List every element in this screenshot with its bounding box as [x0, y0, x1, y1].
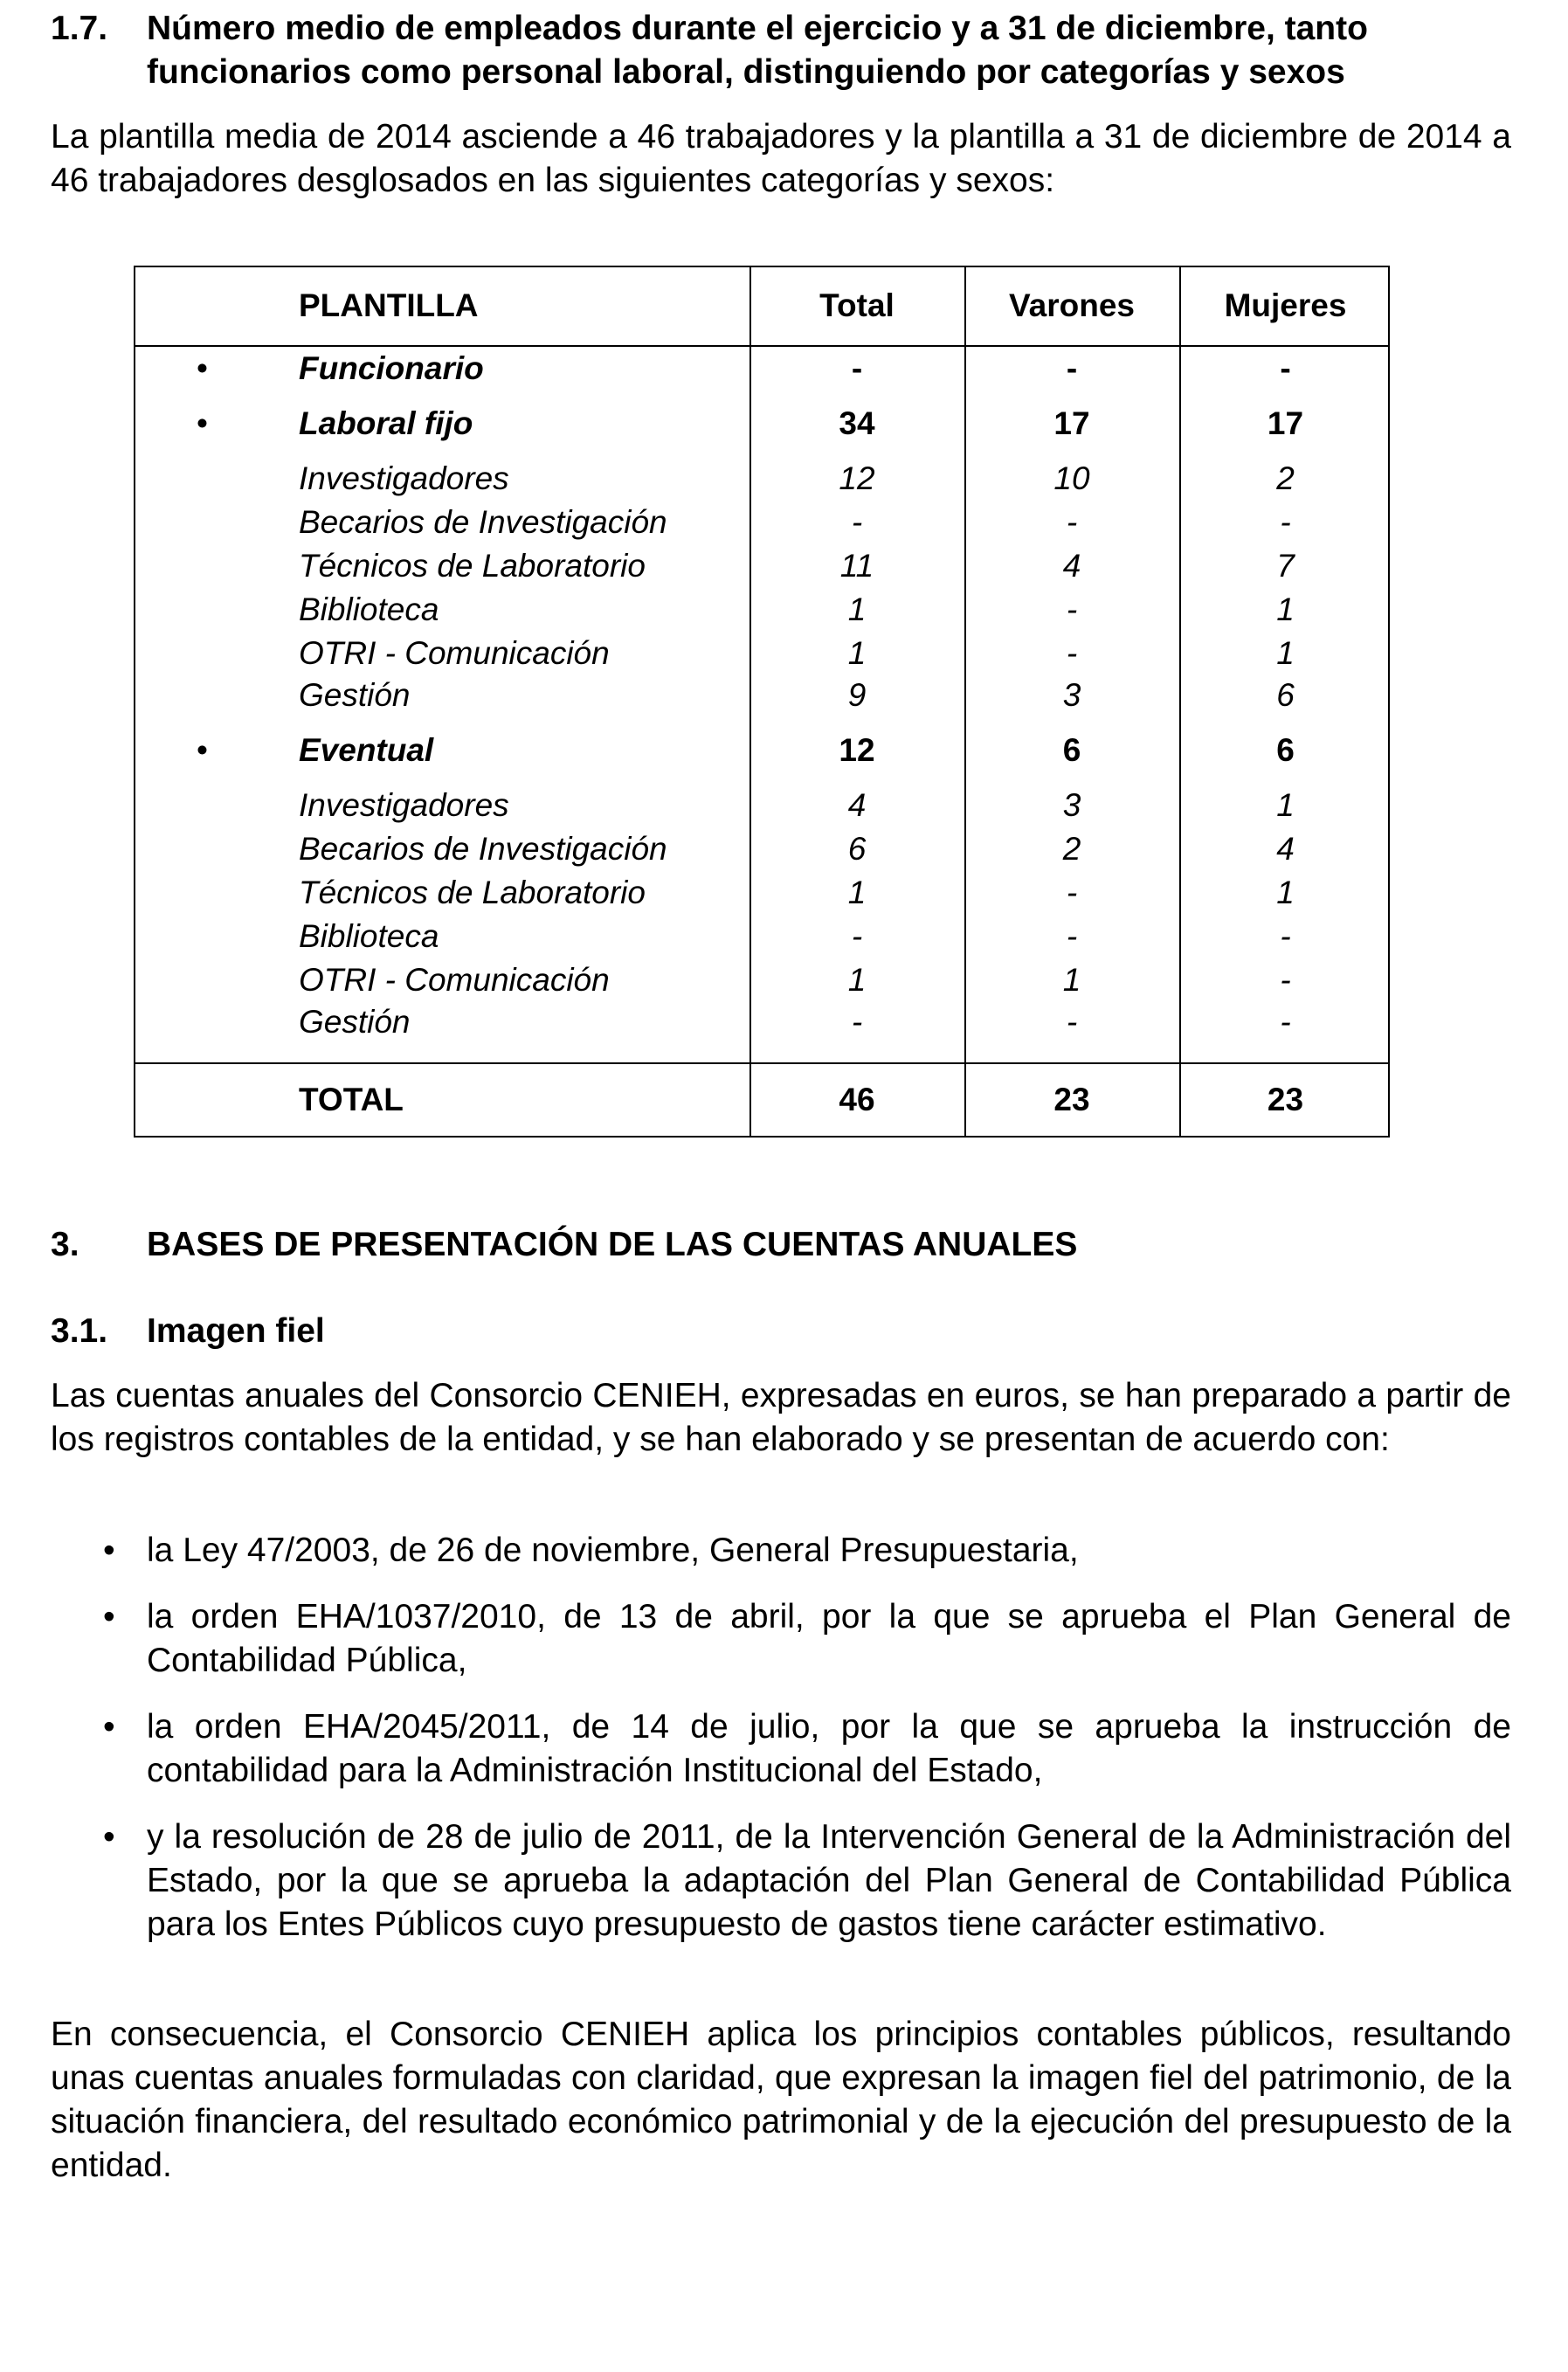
header-total: Total	[819, 287, 895, 323]
conclusion-paragraph: En consecuencia, el Consorcio CENIEH aplica los principios contables públicos, resultando unas cuentas anuales formuladas con claridad, que expresan la imagen fiel del patrimonio, de la situación financiera, del resultado económico patrimonial y de la ejecución del presupuesto de la entidad.	[51, 2016, 1511, 2184]
staff-table	[134, 266, 1390, 1138]
row-varones: -	[1066, 875, 1078, 910]
total-row-label: TOTAL	[299, 1082, 404, 1117]
row-label: Gestión	[299, 677, 411, 713]
row-varones: 1	[1062, 962, 1081, 998]
row-label: Becarios de Investigación	[299, 831, 667, 867]
list-item-text: la Ley 47/2003, de 26 de noviembre, General Presupuestaria,	[147, 1532, 1079, 1569]
section-title: Imagen fiel	[147, 1312, 325, 1350]
row-varones: 4	[1062, 548, 1081, 584]
row-bullet: •	[197, 405, 208, 441]
imagen-fiel-intro: Las cuentas anuales del Consorcio CENIEH, expresadas en euros, se han preparado a partir de los registros contables de la entidad, y se han elaborado y se presentan de acuerdo con:	[51, 1377, 1511, 1458]
row-total: 4	[847, 787, 867, 823]
row-varones: -	[1066, 918, 1078, 954]
row-varones: 10	[1053, 460, 1090, 496]
intro-paragraph: La plantilla media de 2014 asciende a 46 trabajadores y la plantilla a 31 de diciembre de 2014 a 46 trabajadores desglosados en las siguientes categorías y sexos:	[51, 118, 1511, 199]
section-title-line-2: funcionarios como personal laboral, distinguiendo por categorías y sexos	[147, 53, 1345, 91]
row-mujeres: -	[1280, 918, 1291, 954]
row-label: Técnicos de Laboratorio	[299, 875, 646, 910]
row-mujeres: 1	[1276, 635, 1295, 671]
row-mujeres: 1	[1276, 591, 1295, 627]
row-mujeres: 1	[1276, 875, 1295, 910]
total-row-total: 46	[839, 1082, 875, 1117]
row-mujeres: -	[1280, 350, 1291, 386]
row-mujeres: -	[1280, 1004, 1291, 1040]
row-mujeres: 4	[1276, 831, 1295, 867]
row-total: -	[851, 504, 863, 540]
section-number: 3.1.	[51, 1312, 108, 1350]
row-total: 11	[839, 548, 874, 584]
row-varones: 3	[1062, 787, 1081, 823]
section-number: 1.7.	[51, 10, 108, 47]
row-total: 1	[847, 962, 867, 998]
list-item-text: la orden EHA/2045/2011, de 14 de julio, por la que se aprueba la instrucción de contabilidad para la Administración Institucional del Estado,	[147, 1708, 1511, 1789]
row-mujeres: -	[1280, 504, 1291, 540]
row-total: 6	[847, 831, 867, 867]
row-label: Gestión	[299, 1004, 411, 1040]
row-label: Funcionario	[299, 350, 484, 386]
row-mujeres: -	[1280, 962, 1291, 998]
header-mujeres: Mujeres	[1224, 287, 1347, 323]
row-label: OTRI - Comunicación	[299, 962, 610, 998]
row-label: Biblioteca	[299, 918, 439, 954]
row-varones: -	[1066, 635, 1078, 671]
row-varones: 2	[1062, 831, 1081, 867]
row-total: 12	[839, 732, 875, 768]
list-item-text: y la resolución de 28 de julio de 2011, de la Intervención General de la Administración del Estado, por la que se aprueba la adaptación del Plan General de Contabilidad Pública para los Entes Públicos cuyo presupuesto de gastos tiene carácter estimativo.	[147, 1818, 1511, 1943]
bullet-symbol: •	[103, 1708, 115, 1746]
section-number: 3.	[51, 1226, 79, 1263]
row-total: 1	[847, 635, 867, 671]
row-varones: 3	[1062, 677, 1081, 713]
row-label: OTRI - Comunicación	[299, 635, 610, 671]
row-total: 12	[839, 460, 875, 496]
bullet-symbol: •	[103, 1598, 115, 1636]
row-mujeres: 2	[1276, 460, 1295, 496]
section-title-line-1: Número medio de empleados durante el ejercicio y a 31 de diciembre, tanto	[147, 10, 1368, 47]
total-row-varones: 23	[1053, 1082, 1090, 1117]
row-varones: 17	[1053, 405, 1090, 441]
row-label: Eventual	[299, 732, 434, 768]
row-total: -	[851, 350, 863, 386]
section-title: BASES DE PRESENTACIÓN DE LAS CUENTAS ANUALES	[147, 1226, 1078, 1263]
row-total: -	[851, 1004, 863, 1040]
row-total: 34	[839, 405, 875, 441]
row-label: Becarios de Investigación	[299, 504, 667, 540]
row-varones: -	[1066, 350, 1078, 386]
row-varones: -	[1066, 1004, 1078, 1040]
header-plantilla: PLANTILLA	[299, 287, 479, 323]
row-total: 1	[847, 591, 867, 627]
row-label: Laboral fijo	[299, 405, 473, 441]
row-mujeres: 1	[1276, 787, 1295, 823]
total-row-mujeres: 23	[1267, 1082, 1304, 1117]
header-varones: Varones	[1009, 287, 1135, 323]
row-bullet: •	[197, 732, 208, 768]
row-mujeres: 6	[1276, 677, 1295, 713]
row-varones: -	[1066, 504, 1078, 540]
list-item-text: la orden EHA/1037/2010, de 13 de abril, por la que se aprueba el Plan General de Contabilidad Pública,	[147, 1598, 1511, 1679]
row-mujeres: 17	[1267, 405, 1304, 441]
row-label: Técnicos de Laboratorio	[299, 548, 646, 584]
bullet-symbol: •	[103, 1818, 115, 1856]
row-total: 1	[847, 875, 867, 910]
row-label: Investigadores	[299, 460, 509, 496]
row-varones: -	[1066, 591, 1078, 627]
row-mujeres: 7	[1276, 548, 1295, 584]
row-mujeres: 6	[1276, 732, 1295, 768]
row-bullet: •	[197, 350, 208, 386]
row-label: Biblioteca	[299, 591, 439, 627]
bullet-symbol: •	[103, 1532, 115, 1569]
row-total: -	[851, 918, 863, 954]
row-label: Investigadores	[299, 787, 509, 823]
row-total: 9	[847, 677, 867, 713]
row-varones: 6	[1062, 732, 1081, 768]
